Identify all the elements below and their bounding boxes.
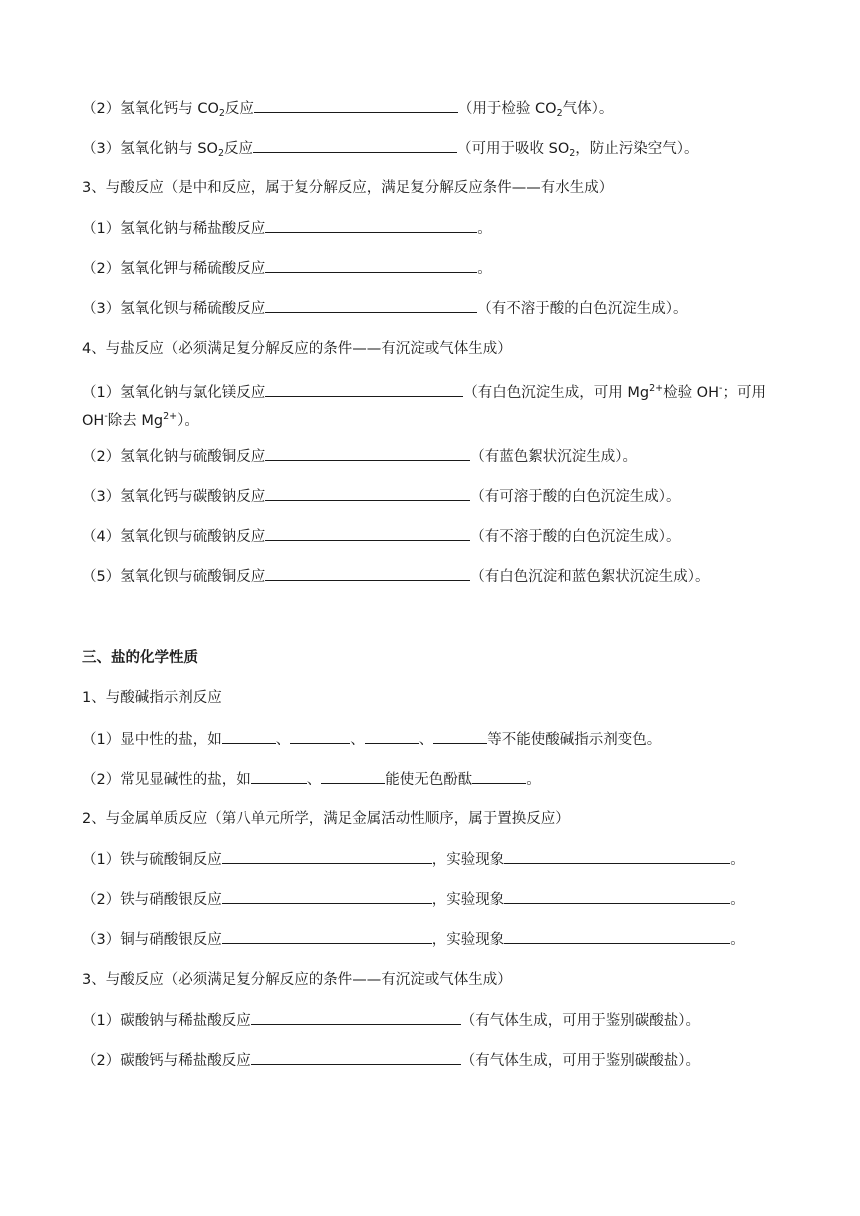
text: 、: [275, 732, 291, 748]
metal-heading: 2、与金属单质反应（第八单元所学，满足金属活动性顺序，属于置换反应）: [82, 811, 570, 827]
text: （有气体生成，可用于鉴别碳酸盐）。: [460, 1013, 700, 1029]
text: （1）显中性的盐，如: [82, 732, 222, 748]
text: （有白色沉淀和蓝色絮状沉淀生成）。: [470, 569, 710, 585]
answer-blank[interactable]: [365, 729, 419, 744]
base-salt-item-4: [82, 526, 680, 547]
text: （1）氢氧化钠与氯化镁反应: [82, 385, 266, 401]
text: （可用于吸收 SO: [457, 141, 570, 157]
text: （用于检验 CO: [457, 101, 557, 117]
text: （4）氢氧化钡与硫酸钠反应: [82, 529, 266, 545]
text: 反应: [224, 141, 253, 157]
text: （有不溶于酸的白色沉淀生成）。: [470, 529, 681, 545]
text: 气体）。: [562, 101, 614, 117]
indicator-heading: 1、与酸碱指示剂反应: [82, 690, 222, 706]
answer-blank[interactable]: [321, 769, 385, 784]
text: （3）氢氧化钙与碳酸钠反应: [82, 489, 266, 505]
indicator-item-2: [82, 769, 541, 790]
text: 、: [306, 772, 322, 788]
superscript: -: [719, 383, 723, 394]
text: 。: [526, 772, 541, 788]
text: ，实验现象: [431, 932, 505, 948]
text: （2）氢氧化钙与 CO: [82, 101, 219, 117]
subscript: 2: [218, 108, 225, 119]
text: （有可溶于酸的白色沉淀生成）。: [470, 489, 681, 505]
subscript: 2: [556, 108, 563, 119]
base-so2-line: [82, 138, 699, 164]
salt-acid-item-1: [82, 1010, 700, 1031]
text: （有白色沉淀生成，可用 Mg: [463, 385, 650, 401]
subscript: 2: [217, 148, 224, 159]
text: （1）氢氧化钠与稀盐酸反应: [82, 221, 266, 237]
answer-blank[interactable]: [290, 729, 350, 744]
metal-item-3: [82, 929, 745, 950]
answer-blank[interactable]: [433, 729, 487, 744]
text: 。: [730, 852, 745, 868]
text: （3）氢氧化钡与稀硫酸反应: [82, 301, 266, 317]
base-salt-item-1-cont: [82, 407, 199, 431]
base-salt-item-2: [82, 446, 637, 467]
base-acid-item-3: [82, 298, 687, 319]
answer-blank[interactable]: [504, 889, 730, 904]
text: （有不溶于酸的白色沉淀生成）。: [477, 301, 688, 317]
text: （有蓝色絮状沉淀生成）。: [470, 449, 637, 465]
answer-blank[interactable]: [222, 729, 276, 744]
text: （3）铜与硝酸银反应: [82, 932, 222, 948]
base-co2-line: [82, 98, 613, 124]
answer-blank[interactable]: [251, 1010, 461, 1025]
text: 检验 OH: [663, 385, 720, 401]
answer-blank[interactable]: [222, 889, 432, 904]
answer-blank[interactable]: [265, 218, 477, 233]
base-acid-heading: 3、与酸反应（是中和反应，属于复分解反应，满足复分解反应条件——有水生成）: [82, 180, 614, 196]
answer-blank[interactable]: [504, 849, 730, 864]
metal-item-1: [82, 849, 745, 870]
text: （1）碳酸钠与稀盐酸反应: [82, 1013, 251, 1029]
base-salt-item-1: [82, 379, 766, 403]
text: 能使无色酚酞: [385, 772, 473, 788]
base-acid-item-1: [82, 218, 492, 239]
text: （2）常见显碱性的盐，如: [82, 772, 251, 788]
text: ）。: [177, 413, 199, 429]
base-salt-heading: 4、与盐反应（必须满足复分解反应的条件——有沉淀或气体生成）: [82, 341, 512, 357]
text: 反应: [224, 101, 254, 117]
text: 除去 Mg: [107, 413, 164, 429]
section-title: 三、盐的化学性质: [82, 650, 198, 666]
text: （2）铁与硝酸银反应: [82, 892, 222, 908]
indicator-item-1: [82, 729, 661, 750]
text: （有气体生成，可用于鉴别碳酸盐）。: [460, 1053, 700, 1069]
text: 。: [730, 932, 745, 948]
answer-blank[interactable]: [253, 138, 457, 153]
text: 。: [477, 221, 492, 237]
text: ，防止污染空气）。: [575, 141, 699, 157]
text: ，实验现象: [431, 892, 505, 908]
superscript: -: [104, 411, 108, 422]
text: ，实验现象: [431, 852, 505, 868]
answer-blank[interactable]: [254, 98, 458, 113]
text: （3）氢氧化钠与 SO: [82, 141, 218, 157]
text: 等不能使酸碱指示剂变色。: [487, 732, 662, 748]
text: （2）氢氧化钾与稀硫酸反应: [82, 261, 266, 277]
text: ；可用: [722, 385, 766, 401]
answer-blank[interactable]: [251, 769, 307, 784]
text: OH: [82, 413, 105, 429]
text: 。: [477, 261, 492, 277]
answer-blank[interactable]: [265, 446, 470, 461]
superscript: 2+: [163, 411, 178, 422]
base-acid-item-2: [82, 258, 492, 279]
text: 、: [350, 732, 365, 748]
answer-blank[interactable]: [251, 1050, 461, 1065]
answer-blank[interactable]: [222, 929, 432, 944]
text: （2）氢氧化钠与硫酸铜反应: [82, 449, 266, 465]
answer-blank[interactable]: [265, 298, 477, 313]
text: （1）铁与硫酸铜反应: [82, 852, 222, 868]
text: （2）碳酸钙与稀盐酸反应: [82, 1053, 251, 1069]
answer-blank[interactable]: [265, 566, 470, 581]
base-salt-item-3: [82, 486, 680, 507]
answer-blank[interactable]: [265, 258, 477, 273]
base-salt-item-5: [82, 566, 709, 587]
metal-item-2: [82, 889, 745, 910]
salt-acid-item-2: [82, 1050, 700, 1071]
answer-blank[interactable]: [265, 526, 470, 541]
text: （5）氢氧化钡与硫酸铜反应: [82, 569, 266, 585]
text: 。: [730, 892, 745, 908]
answer-blank[interactable]: [222, 849, 432, 864]
answer-blank[interactable]: [265, 486, 470, 501]
superscript: 2+: [649, 383, 664, 394]
salt-acid-heading: 3、与酸反应（必须满足复分解反应的条件——有沉淀或气体生成）: [82, 972, 512, 988]
answer-blank[interactable]: [265, 382, 463, 397]
answer-blank[interactable]: [504, 929, 730, 944]
answer-blank[interactable]: [472, 769, 526, 784]
subscript: 2: [569, 148, 576, 159]
text: 、: [418, 732, 434, 748]
